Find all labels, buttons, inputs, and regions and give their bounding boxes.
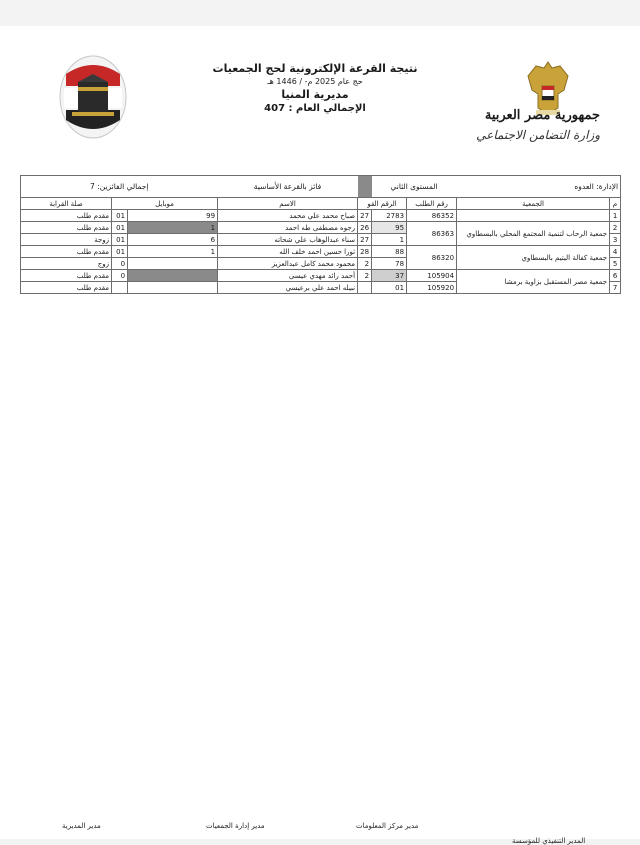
info-center-signature-label: مدير مركز المعلومات [356,822,419,830]
document-title: نتيجة القرعة الإلكترونية لحج الجمعيات [212,62,418,75]
directorate-name: مديرية المنيا [281,87,349,101]
country-name: جمهورية مصر العربية [484,108,600,123]
table-row: 1 86352 2783 27 صباح محمد علي محمد 99 01 مقدم طلب [21,210,621,222]
table-row: 6 جمعية مصر المستقبل بزاوية برمشا 105904 37 2 أحمد رائد مهدي عيسى 0 مقدم طلب [21,270,621,282]
association-cell: جمعية كفالة اليتيم بالبسطاوي [457,246,610,270]
col-association: الجمعية [457,198,610,210]
col-mobile: موبايل [112,198,218,210]
association-request-no: 86320 [407,246,457,270]
info-row [21,176,621,198]
idara-label: الإدارة: العدوه [457,176,621,198]
table-row: 7 105920 01 نبيله احمد علي برعيسي مقدم طلب [21,282,621,294]
results-table [20,175,621,294]
table-row: 4 جمعية كفالة اليتيم بالبسطاوي 86320 88 28 ثورا حسين احمد خلف الله 1 01 مقدم طلب [21,246,621,258]
table-row: 3 1 27 سناء عبدالوهاب علي شحاته 6 01 زوجة [21,234,621,246]
col-relation: صلة القرابة [21,198,112,210]
association-cell: جمعية الرحاب لتنمية المجتمع المحلي بالبسطاوي [457,222,610,246]
col-national-id: الرقم القو [358,198,407,210]
ministry-name: وزارة التضامن الاجتماعي [476,128,600,142]
title-block [170,62,460,116]
col-index: م [610,198,621,210]
table-row: 2 جمعية الرحاب لتنمية المجتمع المحلي بالبسطاوي 86363 95 26 رجوه مصطفى طه احمد 1 01 مقدم طلب [21,222,621,234]
director-signature-label: مدير المديرية [62,822,101,830]
exec-director-signature-label: المدير التنفيذي للمؤسسة [512,837,586,845]
col-request-no: رقم الطلب [407,198,457,210]
hajj-year: حج عام 2025 م- / 1446 هـ [267,76,363,86]
hajj-seal-logo [58,54,128,140]
association-cell [457,210,610,222]
table-row: 5 78 2 محمود محمد كامل عبدالعزيز 0 زوج [21,258,621,270]
grand-total: الإجمالي العام : 407 [264,103,366,115]
col-name: الاسم [218,198,358,210]
table-header-row [21,198,621,210]
winners-label: إجمالي الفائزين: 7 [21,176,218,198]
document-sheet [0,26,640,845]
level-label: المستوى الثاني [372,176,457,198]
association-cell: جمعية مصر المستقبل بزاوية برمشا [457,270,610,294]
status-label: فائز بالقرعة الأساسية [218,176,358,198]
assoc-manager-signature-label: مدير إدارة الجمعيات [206,822,265,830]
association-request-no: 86363 [407,222,457,246]
redacted-block [358,176,372,198]
